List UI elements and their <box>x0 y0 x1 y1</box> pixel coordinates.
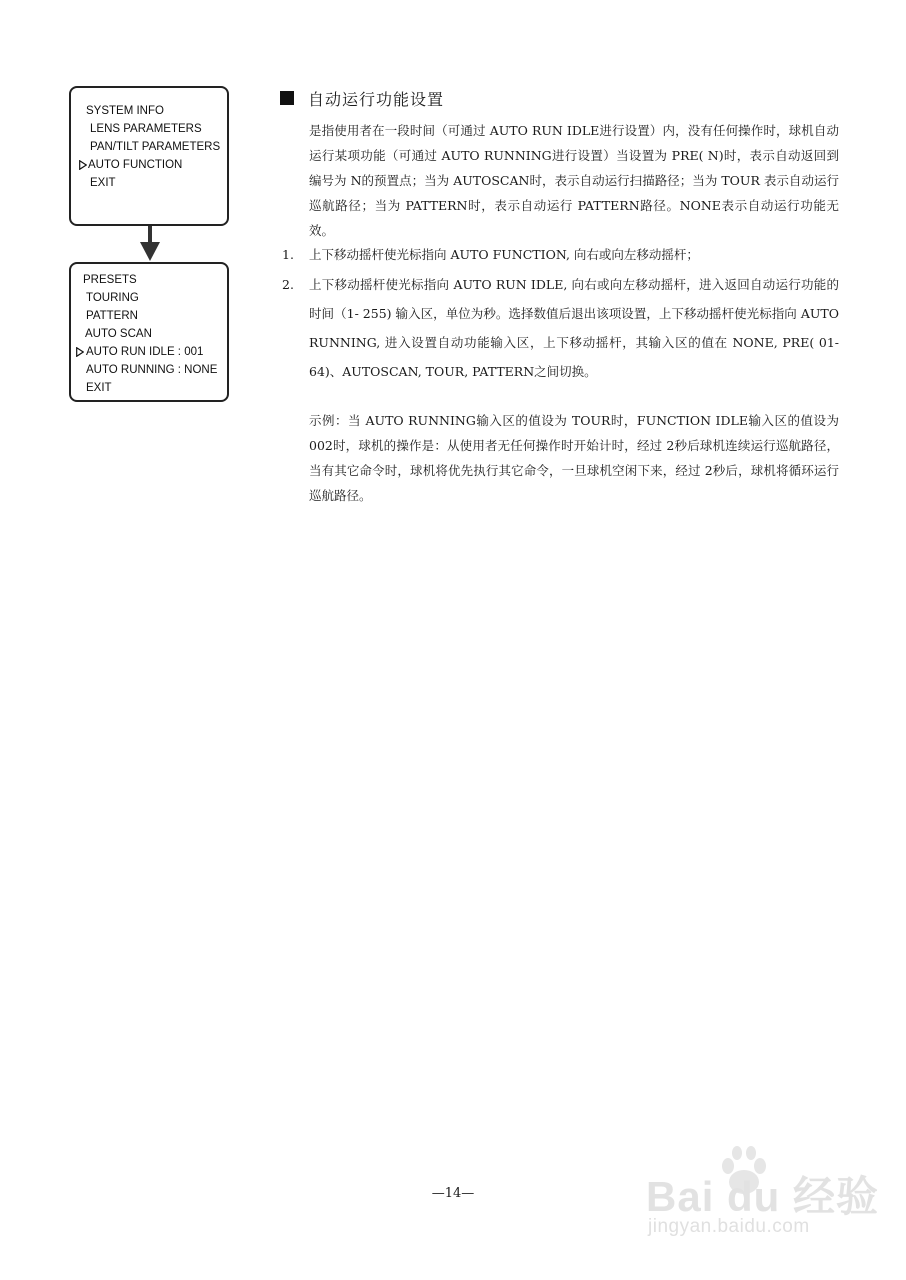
osd-main-menu <box>69 86 229 226</box>
cursor-pointer-icon <box>79 160 87 170</box>
watermark-url: jingyan.baidu.com <box>648 1216 810 1237</box>
menu-item-pattern: PATTERN <box>86 310 138 322</box>
section-heading <box>280 86 444 110</box>
step-item <box>282 270 839 386</box>
menu-item-exit: EXIT <box>86 382 112 394</box>
osd-auto-function-menu <box>69 262 229 402</box>
intro-paragraph: 是指使用者在一段时间（可通过 AUTO RUN IDLE进行设置）内，没有任何操作时，球机自动运行某项功能（可通过 AUTO RUNNING进行设置）当设置为 PRE( N)时，表示自动返回到编号为 N的预置点；当为 AUTOSCAN时，表示自动运行扫描路径；当为 TOUR 表示自动运行巡航路径；当为 PATTERN时，表示自动运行 PATTERN路径。NONE表示自动运行功能无效。 <box>309 123 839 238</box>
square-bullet-icon <box>280 91 294 105</box>
menu-item-exit: EXIT <box>90 177 116 189</box>
step-number: 2. <box>282 277 294 292</box>
menu-item-auto-running: AUTO RUNNING : NONE <box>86 364 218 376</box>
menu-item-auto-scan: AUTO SCAN <box>85 328 152 340</box>
watermark-logo-text: Bai du 经验 <box>646 1173 880 1220</box>
menu-item-touring: TOURING <box>86 292 139 304</box>
step-item <box>282 240 839 269</box>
menu-item-presets: PRESETS <box>83 274 137 286</box>
example-paragraph: 示例：当 AUTO RUNNING输入区的值设为 TOUR时，FUNCTION IDLE输入区的值设为 002时，球机的操作是：从使用者无任何操作时开始计时，经过 2秒后球机连续运行巡航路径，当有其它命令时，球机将优先执行其它命令，一旦球机空闲下来，经过 2秒后，球机将循环运行巡航路径。 <box>309 413 839 503</box>
menu-item-system-info: SYSTEM INFO <box>86 105 164 117</box>
section-title: 自动运行功能设置 <box>308 89 445 109</box>
step-number: 1. <box>282 247 294 262</box>
baidu-jingyan-watermark <box>640 1140 890 1250</box>
down-arrow-icon <box>139 226 161 262</box>
menu-item-auto-run-idle: AUTO RUN IDLE : 001 <box>71 343 227 361</box>
step-text: 上下移动摇杆使光标指向 AUTO RUN IDLE, 向右或向左移动摇杆，进入返回自动运行功能的时间（1- 255) 输入区，单位为秒。选择数值后退出该项设置，上下移动摇杆使光标指向 AUTO RUNNING, 进入设置自动功能输入区，上下移动摇杆，其输入区的值在 NONE, PRE( 01- 64)、AUTOSCAN, TOUR, PATTERN之间切换。 <box>309 277 839 379</box>
menu-item-lens-parameters: LENS PARAMETERS <box>90 123 202 135</box>
page-number: —14— <box>431 1186 475 1201</box>
step-text: 上下移动摇杆使光标指向 AUTO FUNCTION, 向右或向左移动摇杆； <box>309 247 699 262</box>
menu-item-auto-function: AUTO FUNCTION <box>71 156 227 174</box>
menu-item-pan-tilt-parameters: PAN/TILT PARAMETERS <box>90 141 221 153</box>
cursor-pointer-icon <box>76 347 84 357</box>
